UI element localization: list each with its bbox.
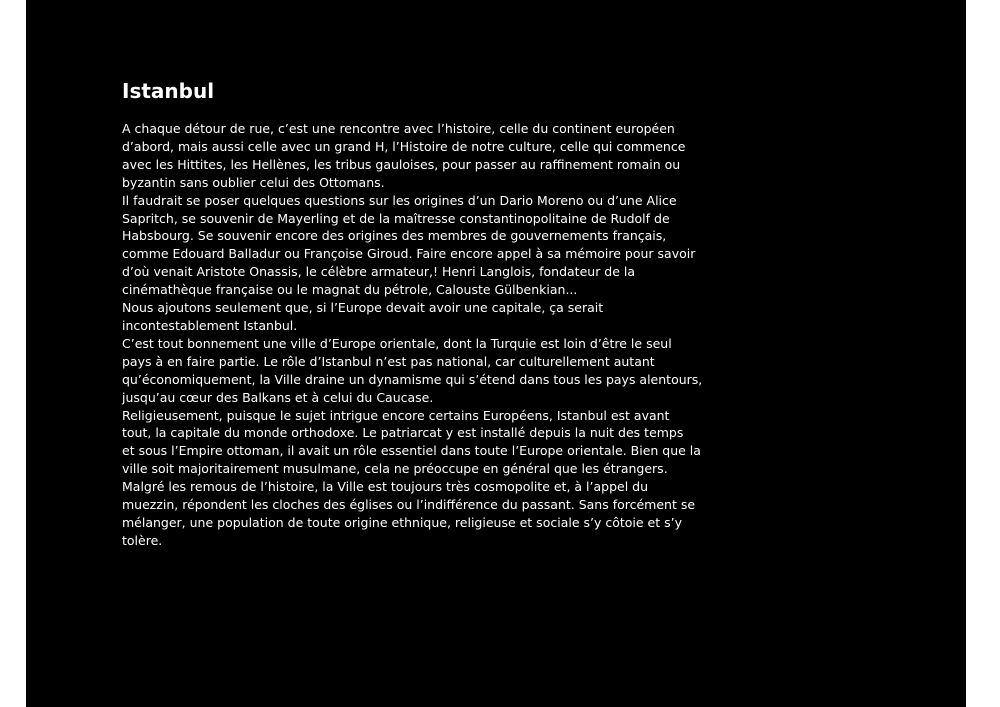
text-line: cinémathèque française ou le magnat du pétrole, Calouste Gülbenkian... bbox=[122, 282, 578, 298]
text-line: qu’économiquement, la Ville draine un dynamisme qui s’étend dans tous les pays alentours, bbox=[122, 371, 703, 387]
text-line: tout, la capitale du monde orthodoxe. Le patriarcat y est installé depuis la nuit des temps bbox=[122, 425, 684, 441]
text-line: Religieusement, puisque le sujet intrigue encore certains Européens, Istanbul est avant bbox=[122, 407, 670, 423]
text-line: pays à en faire partie. Le rôle d’Istanbul n’est pas national, car culturellement autant bbox=[122, 353, 655, 369]
text-line: muezzin, répondent les cloches des églises ou l’indifférence du passant. Sans forcément se bbox=[122, 497, 696, 513]
text-line: C’est tout bonnement une ville d’Europe orientale, dont la Turquie est loin d’être le seul bbox=[122, 335, 672, 351]
text-line: d’abord, mais aussi celle avec un grand H, l’Histoire de notre culture, celle qui commence bbox=[122, 138, 686, 154]
text-line: et sous l’Empire ottoman, il avait un rôle essentiel dans toute l’Europe orientale. Bien que la bbox=[122, 443, 701, 459]
text-line: tolère. bbox=[122, 532, 163, 548]
text-line: avec les Hittites, les Hellènes, les tribus gauloises, pour passer au raffinement romain ou bbox=[122, 156, 681, 172]
text-line: comme Edouard Balladur ou Françoise Giroud. Faire encore appel à sa mémoire pour savoir bbox=[122, 246, 696, 262]
page-title: Istanbul bbox=[122, 79, 215, 103]
text-line: Il faudrait se poser quelques questions sur les origines d’un Dario Moreno ou d’une Alice bbox=[122, 192, 677, 208]
text-line: Sapritch, se souvenir de Mayerling et de la maîtresse constantinopolitaine de Rudolf de bbox=[122, 210, 670, 226]
text-line: jusqu’au cœur des Balkans et à celui du Caucase. bbox=[122, 389, 434, 405]
text-line: incontestablement Istanbul. bbox=[122, 317, 298, 333]
text-line: Habsbourg. Se souvenir encore des origines des membres de gouvernements français, bbox=[122, 228, 667, 244]
text-line: ville soit majoritairement musulmane, cela ne préoccupe en général que les étrangers. bbox=[122, 461, 668, 477]
text-line: byzantin sans oublier celui des Ottomans. bbox=[122, 174, 385, 190]
document-page bbox=[26, 0, 966, 707]
text-line: Malgré les remous de l’histoire, la Ville est toujours très cosmopolite et, à l’appel du bbox=[122, 479, 649, 495]
text-line: A chaque détour de rue, c’est une rencontre avec l’histoire, celle du continent européen bbox=[122, 121, 675, 136]
text-line: mélanger, une population de toute origine ethnique, religieuse et sociale s’y côtoie et s’y bbox=[122, 514, 682, 530]
text-line: d’où venait Aristote Onassis, le célèbre armateur,! Henri Langlois, fondateur de la bbox=[122, 264, 636, 280]
body-text bbox=[122, 120, 703, 550]
text-line: Nous ajoutons seulement que, si l’Europe devait avoir une capitale, ça serait bbox=[122, 300, 604, 316]
